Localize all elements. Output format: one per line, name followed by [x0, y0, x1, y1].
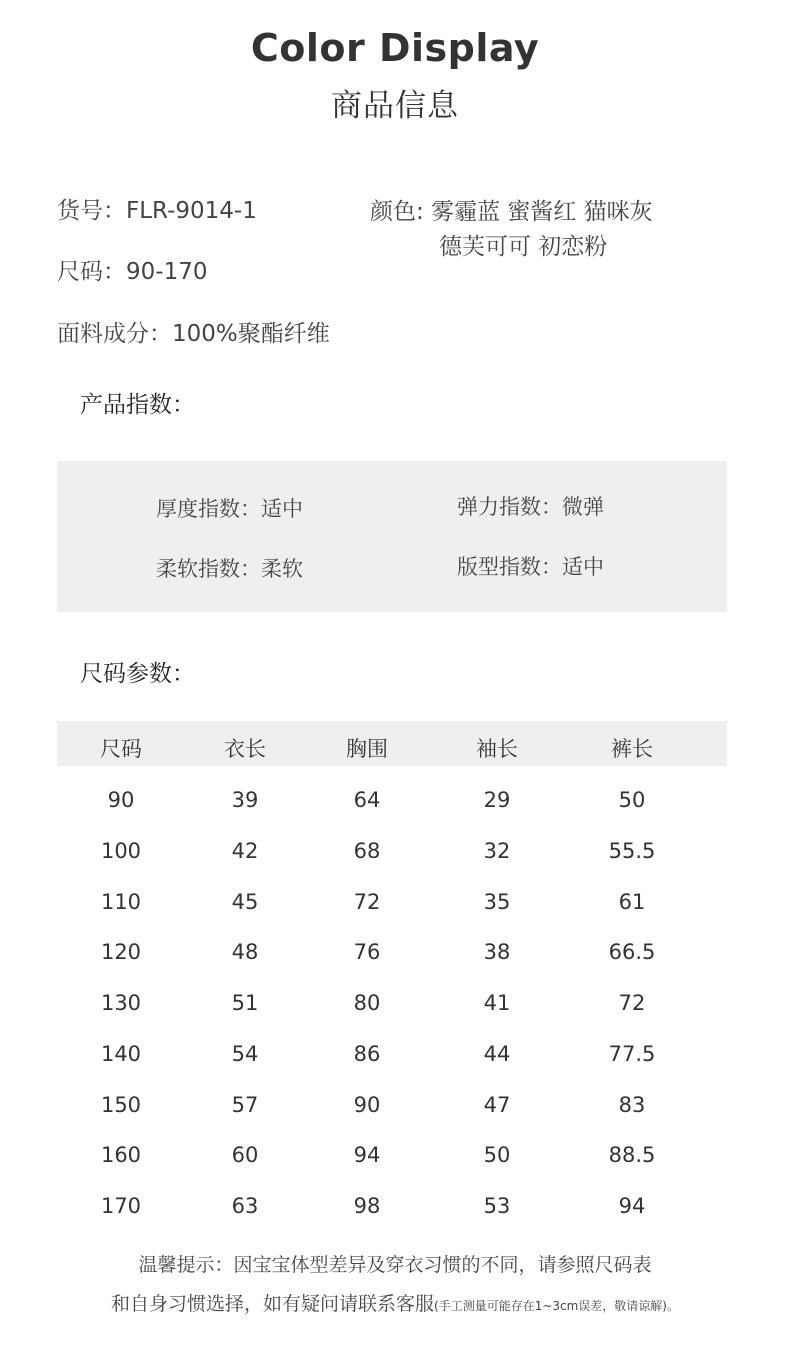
table-cell: 80 — [353, 991, 381, 1015]
thickness-index — [156, 493, 303, 523]
size-chart-column-header: 衣长 — [224, 737, 266, 761]
item-number-label: 货号： — [57, 198, 126, 224]
table-cell: 90 — [353, 1093, 381, 1117]
fabric-row — [57, 315, 330, 348]
table-cell: 64 — [353, 788, 381, 812]
table-cell: 63 — [231, 1194, 259, 1218]
table-cell: 47 — [483, 1093, 511, 1117]
colors-line-1: 雾霾蓝 蜜酱红 猫咪灰 — [431, 199, 653, 225]
size-chart-column-header: 胸围 — [346, 737, 388, 761]
softness-index-value: 柔软 — [261, 557, 303, 581]
table-cell: 120 — [100, 940, 142, 964]
fabric-label: 面料成分： — [57, 321, 172, 347]
softness-index — [156, 553, 303, 583]
fit-index-value: 适中 — [562, 555, 604, 579]
fit-index-label: 版型指数： — [457, 555, 562, 579]
softness-index-label: 柔软指数： — [156, 557, 261, 581]
elasticity-index-value: 微弹 — [562, 495, 604, 519]
table-cell: 83 — [618, 1093, 646, 1117]
table-cell: 35 — [483, 890, 511, 914]
fit-index — [457, 551, 604, 581]
table-cell: 140 — [100, 1042, 142, 1066]
table-cell: 170 — [100, 1194, 142, 1218]
size-chart-column-header: 裤长 — [611, 737, 653, 761]
size-chart-column-header: 尺码 — [100, 737, 142, 761]
table-cell: 42 — [231, 839, 259, 863]
table-cell: 76 — [353, 940, 381, 964]
table-cell: 44 — [483, 1042, 511, 1066]
item-number-row — [57, 192, 257, 225]
title-chinese: 商品信息 — [331, 88, 459, 124]
table-cell: 160 — [100, 1143, 142, 1167]
table-cell: 32 — [483, 839, 511, 863]
title-english: Color Display — [250, 26, 540, 70]
table-cell: 110 — [100, 890, 142, 914]
table-cell: 94 — [618, 1194, 646, 1218]
colors-line-2: 德芙可可 初恋粉 — [439, 234, 608, 260]
table-cell: 45 — [231, 890, 259, 914]
thickness-index-value: 适中 — [261, 497, 303, 521]
colors-label: 颜色: — [370, 199, 424, 225]
table-cell: 72 — [618, 991, 646, 1015]
table-cell: 130 — [100, 991, 142, 1015]
table-cell: 86 — [353, 1042, 381, 1066]
table-cell: 55.5 — [608, 839, 656, 863]
table-cell: 54 — [231, 1042, 259, 1066]
elasticity-index — [457, 491, 604, 521]
table-cell: 150 — [100, 1093, 142, 1117]
tip-note-main: 和自身习惯选择，如有疑问请联系客服 — [111, 1293, 435, 1315]
table-cell: 41 — [483, 991, 511, 1015]
table-cell: 53 — [483, 1194, 511, 1218]
table-cell: 72 — [353, 890, 381, 914]
table-cell: 57 — [231, 1093, 259, 1117]
table-cell: 61 — [618, 890, 646, 914]
table-cell: 50 — [618, 788, 646, 812]
tip-note-line-2 — [0, 1289, 790, 1316]
item-number-value: FLR-9014-1 — [126, 198, 257, 224]
table-cell: 38 — [483, 940, 511, 964]
product-index-heading: 产品指数： — [80, 392, 195, 418]
size-range-value: 90-170 — [126, 259, 208, 285]
table-cell: 90 — [107, 788, 135, 812]
fabric-value: 100%聚酯纤维 — [172, 321, 330, 347]
size-chart-column-header: 袖长 — [476, 737, 518, 761]
tip-note-small: (手工测量可能存在1~3cm误差，敬请谅解)。 — [434, 1299, 679, 1313]
table-cell: 29 — [483, 788, 511, 812]
product-index-panel — [57, 461, 727, 612]
table-cell: 48 — [231, 940, 259, 964]
table-cell: 50 — [483, 1143, 511, 1167]
table-cell: 88.5 — [608, 1143, 656, 1167]
table-cell: 77.5 — [608, 1042, 656, 1066]
table-cell: 68 — [353, 839, 381, 863]
colors-row — [370, 193, 653, 226]
table-cell: 94 — [353, 1143, 381, 1167]
thickness-index-label: 厚度指数： — [156, 497, 261, 521]
size-range-row — [57, 253, 207, 286]
tip-note-line-1: 温馨提示：因宝宝体型差异及穿衣习惯的不同，请参照尺码表 — [138, 1254, 652, 1276]
table-cell: 51 — [231, 991, 259, 1015]
size-range-label: 尺码： — [57, 259, 126, 285]
table-cell: 66.5 — [608, 940, 656, 964]
size-chart-heading: 尺码参数： — [80, 661, 195, 687]
table-cell: 98 — [353, 1194, 381, 1218]
table-cell: 100 — [100, 839, 142, 863]
elasticity-index-label: 弹力指数： — [457, 495, 562, 519]
table-cell: 60 — [231, 1143, 259, 1167]
table-cell: 39 — [231, 788, 259, 812]
